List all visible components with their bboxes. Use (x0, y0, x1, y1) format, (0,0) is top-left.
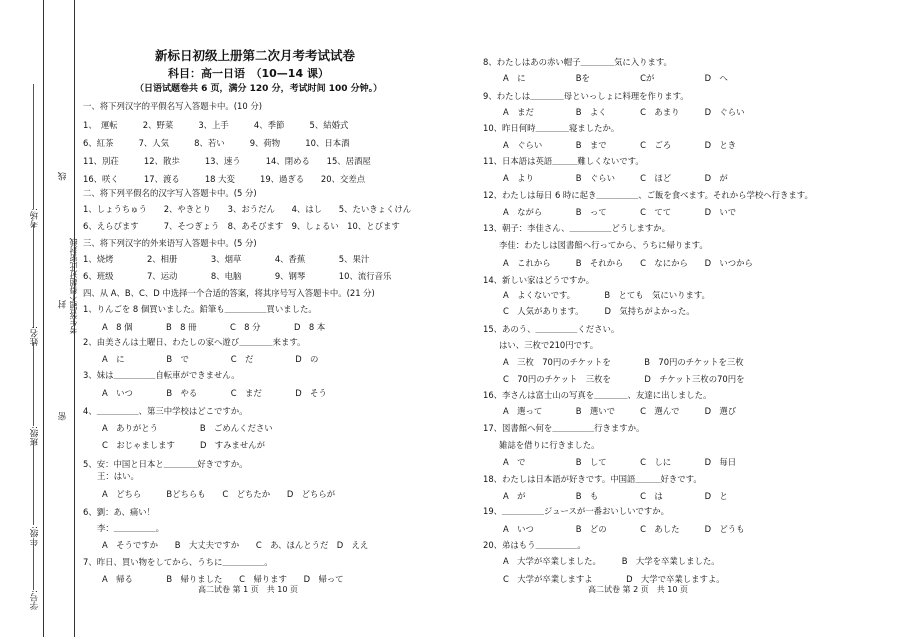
margin-label-xuehao: 学号: (30, 590, 40, 610)
exam-line: A が B も C は D と (503, 491, 728, 501)
exam-line: 7、昨日、買い物をしてから、うちに＿＿＿＿＿。 (83, 557, 273, 567)
section-heading: 四、从 A、B、C、D 中选择一个合适的答案，将其序号写入答题卡中。(21 分) (83, 288, 375, 298)
exam-line: A よくないです。 B とても 気にいります。 (503, 290, 710, 300)
margin-label-kaohao: 考场: (30, 208, 40, 228)
margin-rule (33, 224, 34, 328)
footer-page-2: 高二试卷 第 2 页 共 10 页 (588, 585, 688, 594)
exam-line: A そうですか B 大丈夫ですか C あ、ほんとうだ D ええ (102, 540, 369, 550)
exam-line: A 大学が卒業しました。 B 大学を卒業しました。 (503, 556, 720, 566)
exam-line: 10、昨日何時＿＿＿＿寝ましたか。 (483, 123, 620, 133)
exam-line: 1、 運転 2、野菜 3、上手 4、季節 5、結婚式 (83, 120, 349, 130)
exam-line: 8、わたしはあの赤い帽子＿＿＿＿気に入ります。 (483, 57, 672, 67)
exam-line: C 70円のチケット 三枚を D チケット三枚の70円を (503, 374, 745, 384)
exam-line: C 大学が卒業しますよ D 大学で卒業しますよ。 (503, 574, 725, 584)
exam-line: 15、あのう、＿＿＿＿＿ください。 (483, 324, 620, 334)
margin-label-nianji: 年级: (30, 526, 40, 546)
margin-rule (33, 540, 34, 590)
seal-instruction: 考生答题不得超过此密封线 (69, 238, 78, 334)
exam-line: 李：＿＿＿＿＿。 (97, 523, 164, 533)
exam-line: 12、わたしは毎日 6 時に起き＿＿＿＿＿、ご飯を食べます。それから学校へ行きます。 (483, 190, 813, 200)
exam-title: 新标日初级上册第二次月考考试试卷 (155, 48, 356, 63)
exam-line: 李佳：わたしは図書館へ行ってから、うちに帰ります。 (499, 240, 708, 250)
exam-line: A 三枚 70円のチケットを B 70円のチケットを三枚 (503, 357, 744, 367)
exam-line: A ありがとう B ごめんください (102, 423, 273, 433)
margin-rule (33, 84, 34, 209)
exam-line: A まだ B よく C あまり D ぐらい (503, 107, 745, 117)
exam-line: 王：はい。 (97, 471, 139, 481)
exam-line: 17、図書館へ何を＿＿＿＿＿行きますか。 (483, 423, 645, 433)
footer-page-1: 高二试卷 第 1 页 共 10 页 (198, 585, 298, 594)
exam-line: 2、由美さんは土曜日、わたしの家へ遊び＿＿＿＿来ます。 (83, 337, 306, 347)
exam-line: A 帰る B 帰りました C 帰ります D 帰って (102, 574, 344, 584)
section-heading: 三、将下列汉字的外来语写入答题卡中。(5 分) (83, 238, 257, 248)
exam-line: A どちら Bどちらも C どちたか D どちらが (102, 489, 336, 499)
exam-line: A で B して C しに D 每日 (503, 457, 737, 467)
exam-line: A いつ B やる C まだ D そう (102, 388, 327, 398)
exam-line: 6、紅茶 7、人気 8、若い 9、荷物 10、日本酒 (83, 138, 350, 148)
margin-label-xingming: 姓名: (30, 326, 40, 346)
exam-line: A これから B それから C なにから D いつから (503, 258, 753, 268)
exam-line: 11、別荘 12、散歩 13、速う 14、閉める 15、居酒屋 (83, 156, 371, 166)
exam-line: 5、安：中国と日本と＿＿＿＿好きですか。 (83, 459, 248, 469)
exam-line: A より B ぐらい C ほど D が (503, 173, 728, 183)
exam-line: A に B で C だ D の (102, 354, 319, 364)
exam-line: 6、班级 7、运动 8、电脑 9、钢琴 10、流行音乐 (83, 271, 392, 281)
margin-rule (33, 440, 34, 525)
exam-line: C おじゃまします D すみませんが (102, 440, 266, 450)
exam-line: 3、妹は＿＿＿＿＿自転車ができません。 (83, 370, 240, 380)
exam-line: 1、しょうちゅう 2、やきとり 3、おうだん 4、はし 5、たいきょくけん (83, 204, 412, 214)
exam-line: 11、日本語は英語＿＿＿難しくないです。 (483, 156, 644, 166)
binding-line-outer (43, 0, 44, 637)
exam-line: C 人気があります。 D 気持ちがよかった。 (503, 306, 695, 316)
exam-line: 16、咲く 17、渡る 18 大変 19、過ぎる 20、交差点 (83, 174, 366, 184)
exam-line: 1、烧烤 2、相册 3、烟草 4、香蕉 5、果汁 (83, 254, 370, 264)
exam-line: A 選って B 選いで C 選んで D 選び (503, 406, 737, 416)
exam-line: 雑誌を借りに行きました。 (499, 440, 600, 450)
margin-rule (33, 342, 34, 426)
exam-line: 18、わたしは日本語が好きです。中国語＿＿＿好きです。 (483, 474, 702, 484)
section-heading: 一、将下列汉字的平假名写入答题卡中。(10 分) (83, 101, 262, 111)
exam-line: 6、劉：あ、痛い！ (83, 507, 155, 517)
seal-char-mi: 密 (58, 412, 68, 421)
exam-line: 14、新しい家はどうですか。 (483, 275, 595, 285)
exam-line: 16、李さんは富士山の写真を＿＿＿＿、友達に出しました。 (483, 390, 712, 400)
exam-subject: 科目：高一日语 （10—14 课） (168, 67, 329, 80)
exam-line: 9、わたしは＿＿＿＿母といっしょに料理を作ります。 (483, 91, 689, 101)
exam-line: A に Bを Cが D へ (503, 73, 728, 83)
exam-line: 19、＿＿＿＿＿ジュースが一番おいしいですか。 (483, 506, 669, 516)
seal-char-feng: 封 (58, 300, 68, 309)
margin-label-banji: 班级: (30, 426, 40, 446)
exam-line: A いつ B どの C あした D どうも (503, 524, 745, 534)
exam-line: 20、弟はもう＿＿＿＿＿。 (483, 540, 586, 550)
exam-line: はい、三枚で210円です。 (499, 340, 599, 350)
seal-char-xian: 线 (58, 172, 68, 181)
exam-line: A 8 個 B 8 冊 C 8 分 D 8 本 (102, 322, 326, 332)
exam-line: 1、りんごを 8 個買いました。鉛筆も＿＿＿＿＿買いました。 (83, 304, 317, 314)
section-heading: 二、将下列平假名的汉字写入答题卡中。(5 分) (83, 188, 257, 198)
exam-line: A ぐらい B まで C ごろ D とき (503, 140, 737, 150)
exam-line: 13、朝子：李佳さん、＿＿＿＿＿どうしますか。 (483, 223, 671, 233)
exam-line: 6、えらびます 7、そつぎょう 8、あそびます 9、しょるい 10、とびます (83, 221, 400, 231)
exam-line: A ながら B って C てて D いで (503, 207, 737, 217)
exam-line: 4、＿＿＿＿＿、第三中学校はどこですか。 (83, 406, 248, 416)
exam-note: （日语试题卷共 6 页，满分 120 分，考试时间 100 分钟。） (135, 84, 383, 94)
